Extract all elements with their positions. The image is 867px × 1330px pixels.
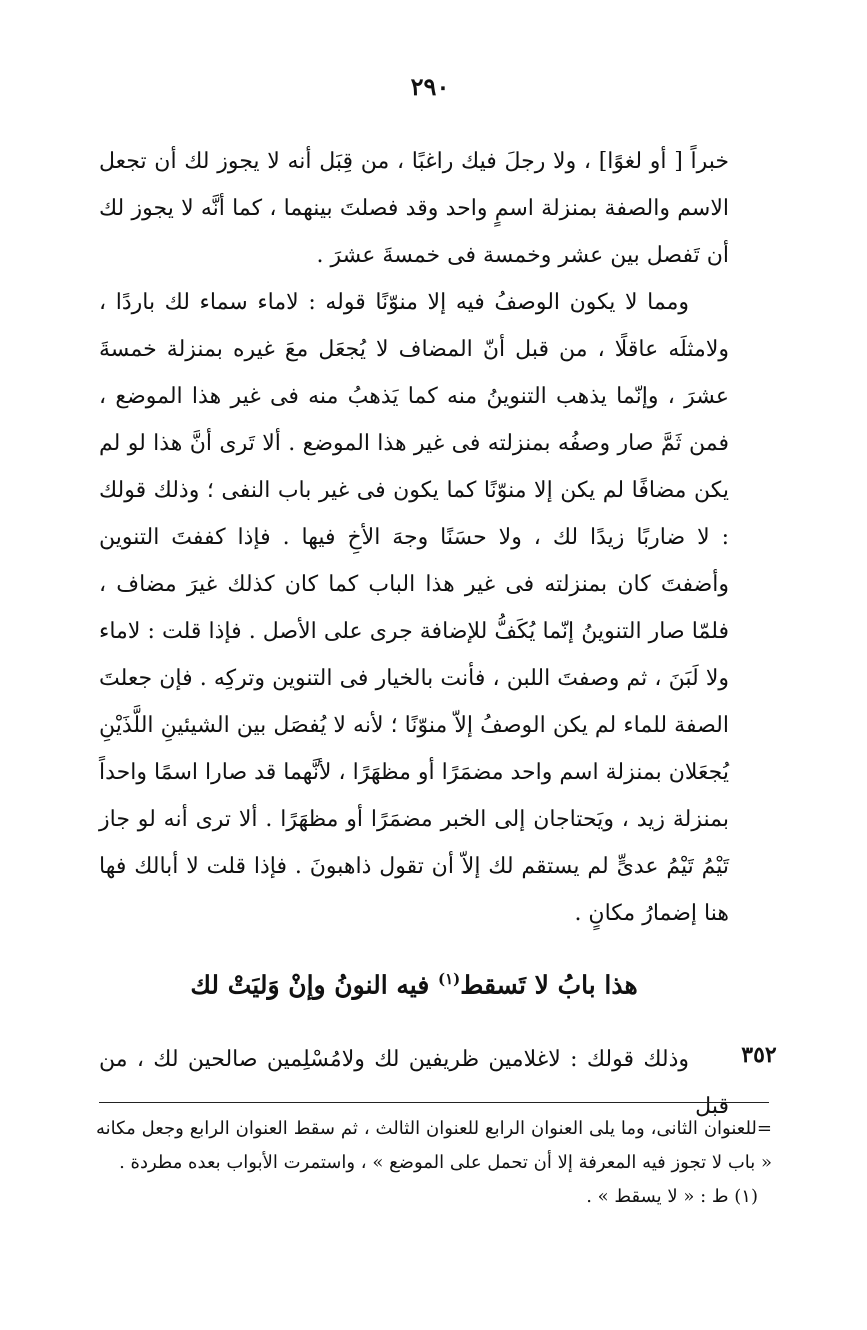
footnote-marker: (١) bbox=[438, 970, 461, 988]
section-heading-text: هذا بابُ لا تَسقط bbox=[460, 970, 638, 1000]
section-first-line: وذلك قولك : لاغلامين ظريفين لك ولامُسْلِمين صالحين لك ، من قبل bbox=[99, 1047, 729, 1119]
section-heading bbox=[99, 970, 729, 999]
footnote: =للعنوان الثانى، وما يلى العنوان الرابع للعنوان الثالث ، ثم سقط العنوان الرابع وجعل مكانه « باب لا تجوز فيه المعرفة إلا أن تحمل على الموضع » ، واستمرت الأبواب بعده مطردة . bbox=[96, 1118, 772, 1173]
footnote: (١) ط : « لا يسقط » . bbox=[586, 1186, 758, 1207]
paragraph: خبراً [ أو لغوًا] ، ولا رجلَ فيك راغبًا ، من قِبَل أنه لا يجوز لك أن تجعل الاسم والصفة بمنزلة اسمٍ واحد وقد فصلتَ بينهما ، كما أنَّه لا يجوز لك أن تَفصل بين عشر وخمسة فى خمسةَ عشرَ . bbox=[99, 149, 729, 268]
section-heading-text: فيه النونُ وإنْ وَليَتْ لك bbox=[190, 970, 438, 1000]
main-text bbox=[99, 138, 729, 937]
margin-page-reference: ٣٥٢ bbox=[741, 1042, 777, 1068]
footnotes bbox=[96, 1112, 772, 1214]
footnote-separator bbox=[99, 1102, 769, 1103]
paragraph: ومما لا يكون الوصفُ فيه إلا منوّنًا قوله : لاماء سماء لك باردًا ، ولامثلَه عاقلًا ، من قبل أنّ المضاف لا يُجعَل معَ غيره بمنزلة خمسةَ عشرَ ، وإنّما يذهب التنوينُ منه كما يَذهبُ منه فى غير هذا الموضع ، فمن ثَمَّ صار وصفُه بمنزلته فى غير هذا الموضع . ألا تَرى أنَّ هذا لو لم يكن مضافًا لم يكن إلا منوّنًا كما يكون فى غير باب النفى ؛ وذلك قولك : لا ضاربًا زيدًا لك ، ولا حسَنًا وجهَ الأخِ فيها . فإذا كففتَ التنوين وأضفتَ كان بمنزلته فى غير هذا الباب كما كان كذلك غيرَ مضاف ، فلمّا صار التنوينُ إنّما يُكَفُّ للإضافة جرى على الأصل . فإذا قلت : لاماء ولا لَبَنَ ، ثم وصفتَ اللبن ، فأنت بالخيار فى التنوين وتركِه . فإن جعلتَ الصفة للماء لم يكن الوصفُ إلاّ منوّنًا ؛ لأنه لا يُفصَل بين الشيئينِ اللَّذَيْنِ يُجعَلان بمنزلة اسم واحد مضمَرًا أو مظهَرًا ، لأنَّهما قد صارا اسمًا واحداً بمنزلة زيد ، ويَحتاجان إلى الخبر مضمَرًا أو مظهَرًا . ألا ترى أنه لو جاز تَيْمُ تَيْمُ عدىٍّ لم يستقم لك إلاّ أن تقول ذاهبونَ . فإذا قلت لا أبالك فها هنا إضمارُ مكانٍ . bbox=[99, 290, 730, 926]
page-number: ٢٩٠ bbox=[410, 72, 450, 101]
